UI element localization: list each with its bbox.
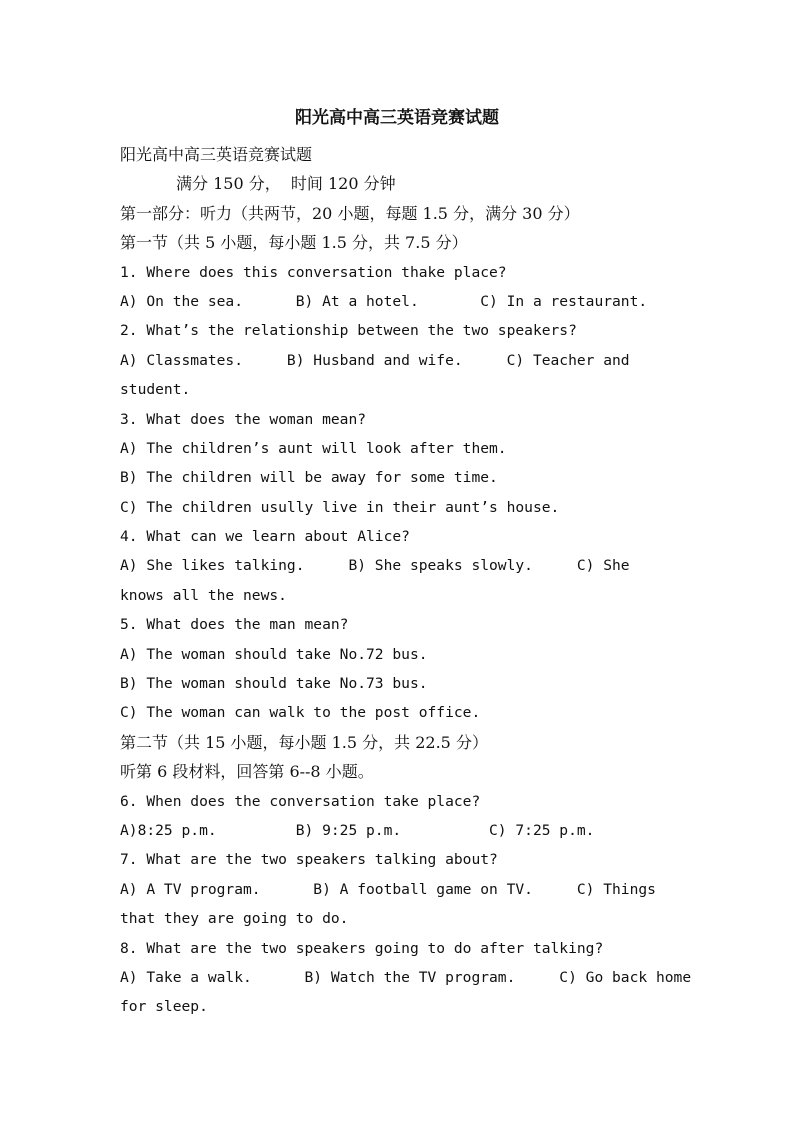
question-4-options: A) She likes talking. B) She speaks slowly. C) She [120, 557, 630, 575]
question-2: 2. What’s the relationship between the two speakers? [120, 322, 577, 340]
section2-header: 第二节（共 15 小题，每小题 1.5 分，共 22.5 分） [120, 732, 488, 752]
question-5-option-c: C) The woman can walk to the post office. [120, 704, 481, 722]
exam-subtitle: 阳光高中高三英语竞赛试题 [120, 145, 313, 164]
question-7: 7. What are the two speakers talking about? [120, 851, 498, 869]
score-time-line: 满分 150 分， 时间 120 分钟 [176, 174, 396, 194]
question-4-options-cont: knows all the news. [120, 586, 287, 604]
question-8-options-cont: for sleep. [120, 998, 208, 1016]
section1-header: 第一节（共 5 小题，每小题 1.5 分，共 7.5 分） [120, 233, 468, 253]
question-3-option-b: B) The children will be away for some time. [120, 469, 498, 487]
question-4: 4. What can we learn about Alice? [120, 528, 410, 546]
question-6: 6. When does the conversation take place? [120, 792, 481, 810]
question-3: 3. What does the woman mean? [120, 410, 367, 428]
question-3-option-c: C) The children usully live in their aunt’s house. [120, 498, 560, 516]
exam-body [120, 140, 692, 1022]
question-1-options: A) On the sea. B) At a hotel. C) In a restaurant. [120, 292, 648, 310]
question-6-options: A)8:25 p.m. B) 9:25 p.m. C) 7:25 p.m. [120, 821, 595, 839]
part1-header: 第一部分：听力（共两节，20 小题，每题 1.5 分，满分 30 分） [120, 203, 580, 223]
question-5: 5. What does the man mean? [120, 616, 349, 634]
question-8: 8. What are the two speakers going to do after talking? [120, 939, 604, 957]
question-7-options: A) A TV program. B) A football game on TV. C) Things [120, 880, 656, 898]
question-2-options: A) Classmates. B) Husband and wife. C) Teacher and [120, 351, 630, 369]
question-1: 1. Where does this conversation thake place? [120, 263, 507, 281]
question-5-option-b: B) The woman should take No.73 bus. [120, 675, 428, 693]
question-5-option-a: A) The woman should take No.72 bus. [120, 645, 428, 663]
question-3-option-a: A) The children’s aunt will look after them. [120, 439, 507, 457]
page-title: 阳光高中高三英语竞赛试题 [295, 108, 499, 128]
question-7-options-cont: that they are going to do. [120, 910, 349, 928]
question-8-options: A) Take a walk. B) Watch the TV program. C) Go back home [120, 968, 692, 986]
question-2-options-cont: student. [120, 381, 191, 399]
section2-instruction: 听第 6 段材料，回答第 6--8 小题。 [120, 762, 374, 782]
